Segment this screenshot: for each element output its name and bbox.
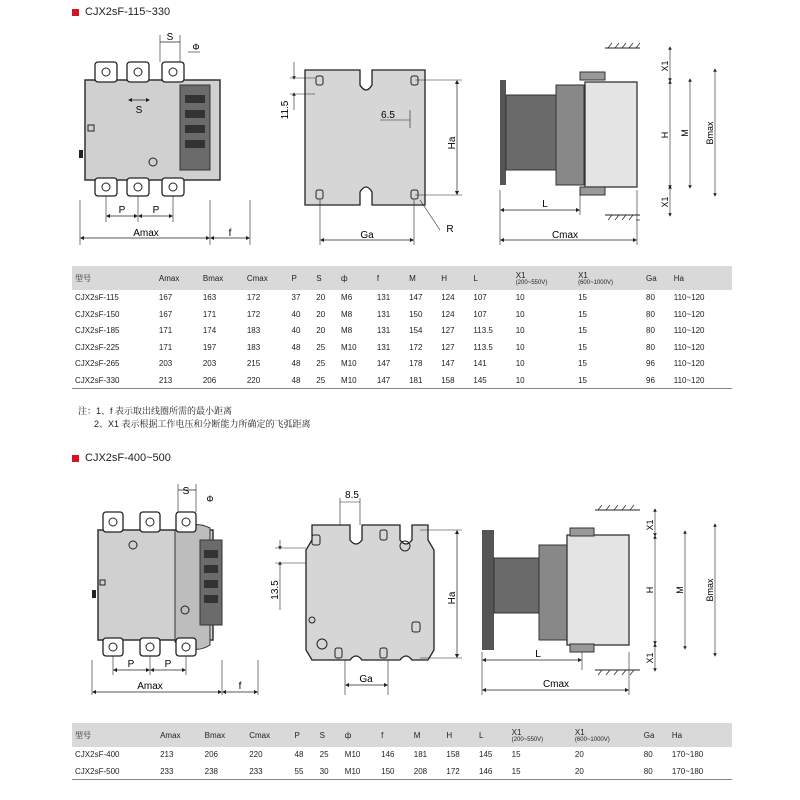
table-row: CJX2sF-225 171 197 183 48 25 M10 131 172 127 113.5 10 15 80 110~120	[72, 339, 732, 356]
header-h: H	[446, 730, 453, 740]
dim-Bmax: Bmax	[705, 578, 715, 602]
header-ha: Ha	[673, 273, 684, 283]
dim-X1-bottom: X1	[645, 652, 655, 664]
table-row: CJX2sF-500 233 238 233 55 30 M10 150 208 172 146 15 20 80 170~180	[72, 763, 732, 780]
note-2: 2、X1 表示根据工作电压和分断能力所确定的飞弧距离	[94, 419, 311, 429]
dim-Cmax: Cmax	[542, 679, 570, 690]
table-header-row	[72, 723, 732, 747]
header-ga: Ga	[646, 273, 657, 283]
dim-L: L	[535, 649, 541, 660]
dim-Ha: Ha	[447, 136, 458, 150]
table-row: CJX2sF-185 171 174 183 40 20 M8 131 154 127 113.5 10 15 80 110~120	[72, 323, 732, 340]
dim-Ha: Ha	[447, 591, 458, 605]
front-view-2	[92, 484, 258, 695]
header-amax: Amax	[158, 273, 180, 283]
dim-P-1: P	[127, 659, 135, 670]
spec-table-2	[72, 723, 732, 780]
header-x1-b: X1 (600~1000V)	[574, 727, 610, 743]
table-row: CJX2sF-115 167 163 172 37 20 M6 131 147 124 107 10 15 80 110~120	[72, 290, 732, 306]
header-phi: ф	[344, 730, 352, 740]
dim-Cmax: Cmax	[551, 230, 579, 241]
header-cmax: Cmax	[249, 730, 271, 740]
dim-f: f	[238, 681, 242, 692]
header-model: 型号	[75, 730, 91, 740]
dim-S: S	[166, 32, 174, 43]
header-m: M	[413, 730, 421, 740]
table-row: CJX2sF-330 213 206 220 48 25 M10 147 181 158 145 10 15 96 110~120	[72, 372, 732, 389]
table-header-row	[72, 266, 732, 290]
notes	[78, 405, 311, 431]
table-row: CJX2sF-150 167 171 172 40 20 M8 131 150 124 107 10 15 80 110~120	[72, 306, 732, 323]
header-cmax: Cmax	[246, 273, 268, 283]
header-h: H	[441, 273, 448, 283]
dim-M: M	[675, 586, 685, 594]
dim-phi: Φ	[206, 494, 214, 504]
dim-Amax: Amax	[133, 228, 159, 239]
header-amax: Amax	[160, 730, 181, 740]
table-row: CJX2sF-265 203 203 215 48 25 M10 147 178 147 141 10 15 96 110~120	[72, 356, 732, 373]
dim-H: H	[660, 131, 670, 139]
side-view-1	[500, 43, 715, 245]
header-phi: ф	[341, 273, 348, 283]
section1-title: CJX2sF-115~330	[72, 6, 170, 18]
section1-drawings	[0, 0, 800, 262]
side-view-2	[482, 505, 715, 695]
header-l: L	[479, 730, 484, 740]
header-ha: Ha	[671, 730, 683, 740]
header-x1-a: X1 (200~550V)	[511, 727, 544, 743]
dim-6-5: 6.5	[381, 110, 395, 121]
section2-title: CJX2sF-400~500	[72, 452, 171, 464]
front-view-1	[79, 32, 250, 245]
dim-Amax: Amax	[137, 681, 163, 692]
header-s: S	[316, 273, 322, 283]
dim-X1-top: X1	[645, 519, 655, 531]
header-x1-a: X1 (200~550V)	[515, 270, 548, 286]
header-f: f	[376, 273, 380, 283]
dim-X1-top: X1	[660, 60, 670, 72]
dim-M: M	[680, 129, 690, 137]
dim-S: S	[182, 486, 190, 497]
header-f: f	[381, 730, 384, 740]
mounting-plate-view-2	[270, 490, 462, 695]
dim-P-1: P	[118, 205, 126, 216]
dim-Ga: Ga	[360, 230, 374, 241]
section2-drawings	[0, 470, 800, 702]
spec-table-1	[72, 266, 732, 389]
note-1: 注：1、f 表示取出线圈所需的最小距离	[78, 406, 233, 416]
dim-L: L	[542, 199, 548, 210]
dim-f: f	[228, 228, 232, 239]
header-ga: Ga	[643, 730, 655, 740]
header-l: L	[473, 273, 478, 283]
dim-H: H	[645, 586, 655, 594]
header-p: P	[291, 273, 297, 283]
dim-X1-bottom: X1	[660, 196, 670, 208]
dim-S-inner: S	[135, 105, 143, 116]
dim-11-5: 11.5	[280, 100, 291, 120]
dim-Bmax: Bmax	[705, 121, 715, 145]
header-bmax: Bmax	[204, 730, 226, 740]
header-s: S	[319, 730, 326, 740]
dim-13-5: 13.5	[270, 580, 281, 600]
dim-phi: Φ	[192, 42, 200, 52]
header-p: P	[294, 730, 300, 740]
header-x1-b: X1 (600~1000V)	[578, 270, 613, 286]
dim-R: R	[446, 224, 454, 235]
header-model: 型号	[75, 273, 91, 283]
dim-8-5: 8.5	[345, 490, 359, 501]
dim-P-2: P	[164, 659, 172, 670]
mounting-plate-view-1	[280, 62, 462, 245]
header-m: M	[409, 273, 416, 283]
red-square-icon	[72, 455, 79, 462]
dim-Ga: Ga	[359, 674, 373, 685]
header-bmax: Bmax	[202, 273, 224, 283]
dim-P-2: P	[152, 205, 160, 216]
table-row: CJX2sF-400 213 206 220 48 25 M10 146 181 158 145 15 20 80 170~180	[72, 747, 732, 763]
